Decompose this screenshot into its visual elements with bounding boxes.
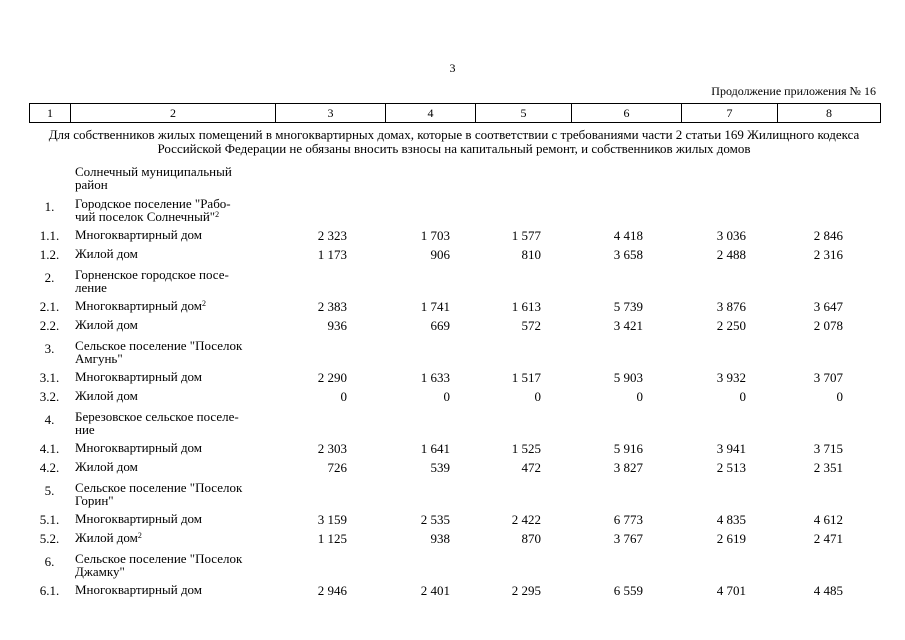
row-name: Многоквартирный дом — [75, 440, 203, 455]
table-row — [0, 266, 905, 295]
value-cell: 3 876 — [716, 299, 746, 314]
row-name: Многоквартирный дом — [75, 227, 203, 242]
row-number: 3. — [44, 341, 55, 356]
row-number: 1.2. — [39, 247, 60, 262]
header-cell: 5 — [476, 104, 572, 122]
value-cell: 2 619 — [716, 531, 746, 546]
table-section-note: Для собственников жилых помещений в многоквартирных домах, которые в соответствии с требованиями части 2 статьи 169 Жилищного кодекса Российской Федерации не обязаны вносить взносы на капитальный ремонт, и собственников жилых домов — [48, 127, 860, 156]
value-cell: 4 485 — [813, 583, 843, 598]
value-cell: 1 633 — [420, 370, 450, 385]
row-name: Жилой дом — [75, 317, 138, 332]
row-number: 3.2. — [39, 389, 60, 404]
row-number: 2.1. — [39, 299, 60, 314]
value-cell: 2 290 — [317, 370, 347, 385]
value-cell: 669 — [430, 318, 450, 333]
value-cell: 472 — [521, 460, 541, 475]
table-row — [0, 337, 905, 366]
header-cell: 3 — [276, 104, 386, 122]
value-cell: 6 773 — [613, 512, 643, 527]
row-number: 4.2. — [39, 460, 60, 475]
value-cell: 3 159 — [317, 512, 347, 527]
row-number: 1.1. — [39, 228, 60, 243]
value-cell: 2 295 — [511, 583, 541, 598]
row-number: 2.2. — [39, 318, 60, 333]
footnote-mark: 2 — [215, 210, 220, 219]
row-number: 5. — [44, 483, 55, 498]
value-cell: 3 036 — [716, 228, 746, 243]
value-cell: 0 — [443, 389, 450, 404]
row-name: Многоквартирный дом$^2$ — [75, 298, 207, 313]
value-cell: 4 835 — [716, 512, 746, 527]
value-cell: 906 — [430, 247, 450, 262]
row-name: Многоквартирный дом — [75, 511, 203, 526]
value-cell: 2 422 — [511, 512, 541, 527]
value-cell: 6 559 — [613, 583, 643, 598]
value-cell: 1 125 — [317, 531, 347, 546]
row-number: 6. — [44, 554, 55, 569]
value-cell: 0 — [340, 389, 347, 404]
value-cell: 3 932 — [716, 370, 746, 385]
value-cell: 1 173 — [317, 247, 347, 262]
table-header-row — [29, 103, 881, 123]
table-row — [0, 529, 905, 545]
value-cell: 2 488 — [716, 247, 746, 262]
value-cell: 4 701 — [716, 583, 746, 598]
row-name: Сельское поселение "Поселок Горин" — [75, 480, 243, 508]
table-row — [0, 226, 905, 242]
value-cell: 3 767 — [613, 531, 643, 546]
value-cell: 938 — [430, 531, 450, 546]
value-cell: 3 421 — [613, 318, 643, 333]
table-row — [0, 163, 905, 192]
footnote-mark: 2 — [202, 299, 207, 308]
value-cell: 2 323 — [317, 228, 347, 243]
value-cell: 3 715 — [813, 441, 843, 456]
table-row — [0, 297, 905, 313]
value-cell: 5 916 — [613, 441, 643, 456]
row-name: Многоквартирный дом — [75, 582, 203, 597]
value-cell: 0 — [534, 389, 541, 404]
value-cell: 1 525 — [511, 441, 541, 456]
value-cell: 1 577 — [511, 228, 541, 243]
row-name: Жилой дом — [75, 459, 138, 474]
value-cell: 2 316 — [813, 247, 843, 262]
value-cell: 0 — [636, 389, 643, 404]
value-cell: 2 846 — [813, 228, 843, 243]
table-row — [0, 368, 905, 384]
row-number: 5.1. — [39, 512, 60, 527]
table-row — [0, 581, 905, 597]
row-name: Сельское поселение "Поселок Джамку" — [75, 551, 243, 579]
table-row — [0, 510, 905, 526]
header-cell: 4 — [386, 104, 476, 122]
value-cell: 1 703 — [420, 228, 450, 243]
value-cell: 2 471 — [813, 531, 843, 546]
value-cell: 810 — [521, 247, 541, 262]
value-cell: 2 946 — [317, 583, 347, 598]
value-cell: 2 401 — [420, 583, 450, 598]
header-cell: 8 — [826, 106, 832, 120]
value-cell: 2 535 — [420, 512, 450, 527]
header-cell: 6 — [572, 104, 682, 122]
row-number: 3.1. — [39, 370, 60, 385]
value-cell: 4 418 — [613, 228, 643, 243]
row-name: Жилой дом — [75, 388, 138, 403]
table-row — [0, 439, 905, 455]
value-cell: 2 303 — [317, 441, 347, 456]
value-cell: 2 078 — [813, 318, 843, 333]
table-row — [0, 550, 905, 579]
value-cell: 870 — [521, 531, 541, 546]
row-name: Березовское сельское поселе- ние — [75, 409, 239, 437]
header-cell: 1 — [30, 104, 71, 122]
value-cell: 2 351 — [813, 460, 843, 475]
row-name: Жилой дом — [75, 246, 138, 261]
row-name: Городское поселение "Рабо- чий поселок Солнечный"$^2$ — [75, 196, 231, 224]
value-cell: 1 641 — [420, 441, 450, 456]
table-row — [0, 458, 905, 474]
value-cell: 726 — [327, 460, 347, 475]
value-cell: 0 — [739, 389, 746, 404]
value-cell: 4 612 — [813, 512, 843, 527]
value-cell: 1 517 — [511, 370, 541, 385]
appendix-continuation-label: Продолжение приложения № 16 — [711, 84, 876, 98]
value-cell: 3 941 — [716, 441, 746, 456]
table-row — [0, 408, 905, 437]
table-row — [0, 479, 905, 508]
table-row — [0, 245, 905, 261]
page-number: 3 — [449, 61, 456, 75]
table-row — [0, 387, 905, 403]
value-cell: 539 — [430, 460, 450, 475]
row-number: 6.1. — [39, 583, 60, 598]
value-cell: 572 — [521, 318, 541, 333]
value-cell: 3 707 — [813, 370, 843, 385]
row-name: Солнечный муниципальный район — [75, 164, 232, 192]
row-name: Горненское городское посе- ление — [75, 267, 229, 295]
value-cell: 2 250 — [716, 318, 746, 333]
value-cell: 3 647 — [813, 299, 843, 314]
row-name: Жилой дом$^2$ — [75, 530, 142, 545]
value-cell: 5 739 — [613, 299, 643, 314]
value-cell: 0 — [836, 389, 843, 404]
table-row — [0, 195, 905, 224]
footnote-mark: 2 — [137, 531, 142, 540]
row-number: 2. — [44, 270, 55, 285]
value-cell: 3 658 — [613, 247, 643, 262]
value-cell: 936 — [327, 318, 347, 333]
row-number: 4.1. — [39, 441, 60, 456]
row-number: 4. — [44, 412, 55, 427]
row-number: 1. — [44, 199, 55, 214]
header-cell: 7 — [682, 104, 778, 122]
row-name: Сельское поселение "Поселок Амгунь" — [75, 338, 243, 366]
value-cell: 3 827 — [613, 460, 643, 475]
value-cell: 1 613 — [511, 299, 541, 314]
row-name: Многоквартирный дом — [75, 369, 203, 384]
value-cell: 1 741 — [420, 299, 450, 314]
header-cell: 2 — [71, 104, 276, 122]
table-row — [0, 316, 905, 332]
value-cell: 2 383 — [317, 299, 347, 314]
value-cell: 2 513 — [716, 460, 746, 475]
value-cell: 5 903 — [613, 370, 643, 385]
row-number: 5.2. — [39, 531, 60, 546]
